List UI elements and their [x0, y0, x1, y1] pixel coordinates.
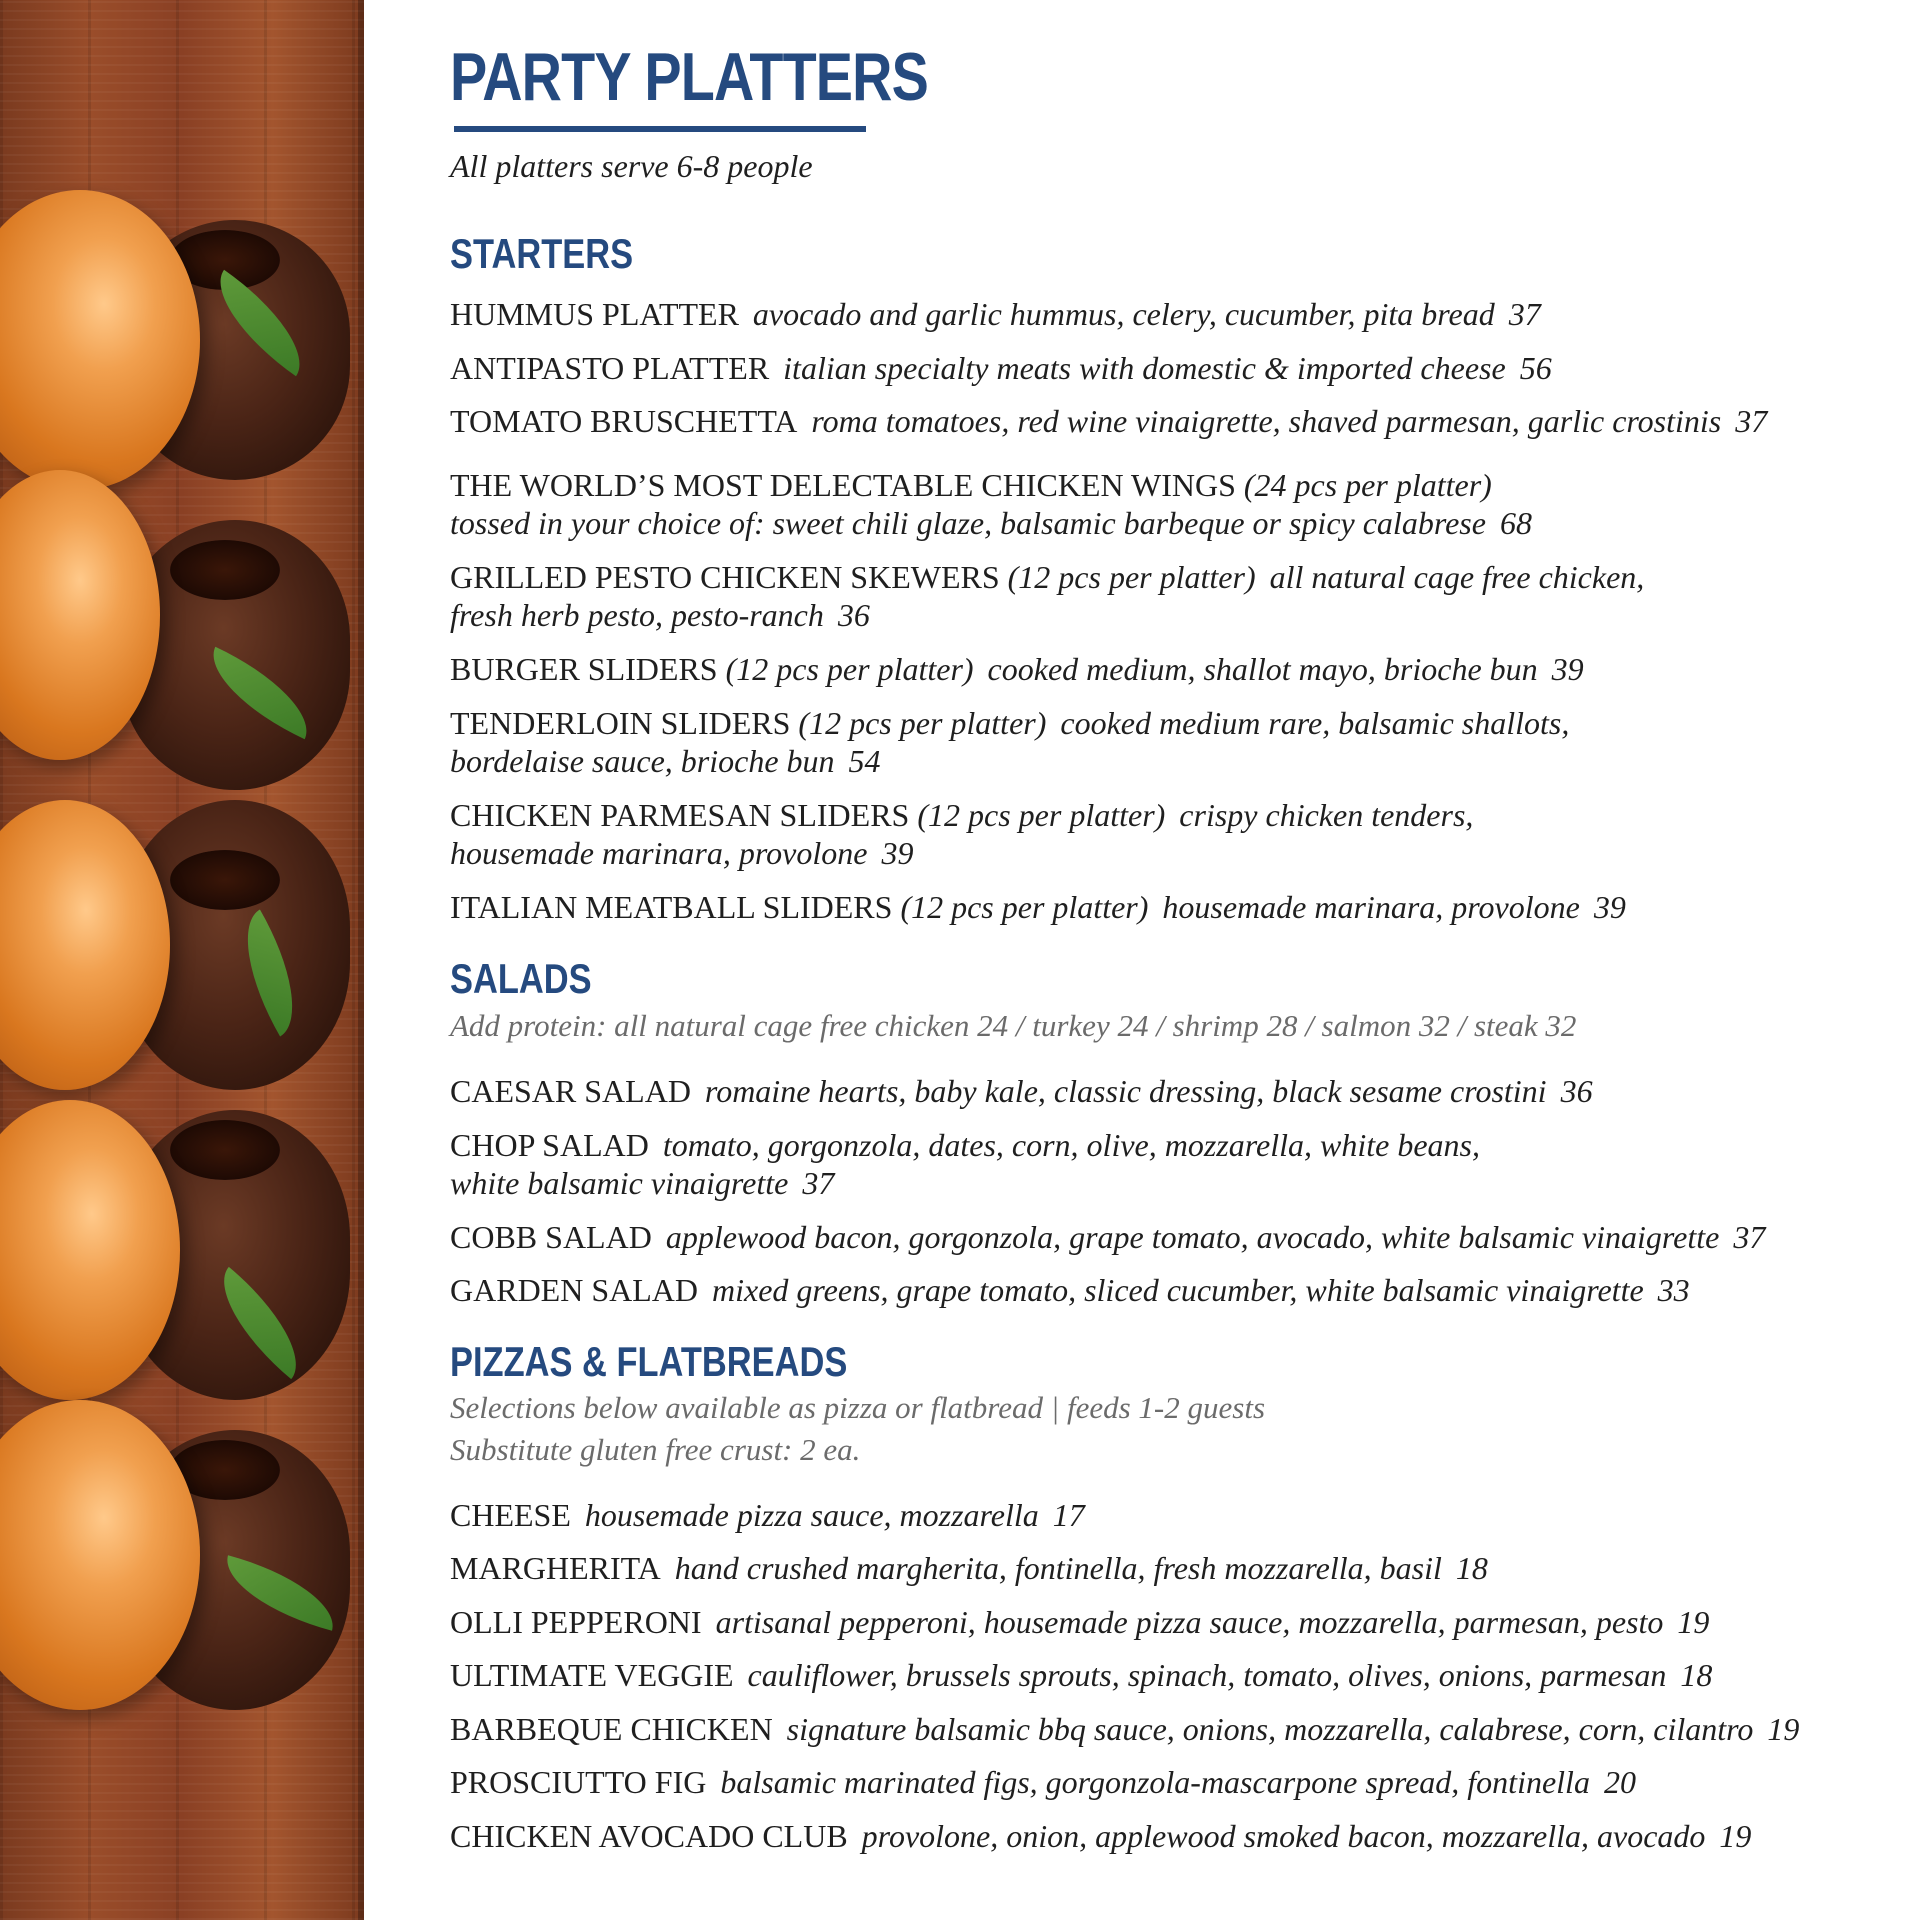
section-heading-pizzas: PIZZAS & FLATBREADS	[450, 1338, 848, 1385]
menu-item: COBB SALAD applewood bacon, gorgonzola, grape tomato, avocado, white balsamic vinaigrette 37	[450, 1219, 1766, 1255]
menu-item: THE WORLD’S MOST DELECTABLE CHICKEN WINGS (24 pcs per platter) tossed in your choice of: sweet chili glaze, balsamic barbeque or spicy calabrese 68	[450, 467, 1532, 541]
menu-item: CHICKEN AVOCADO CLUB provolone, onion, applewood smoked bacon, mozzarella, avocado 19	[450, 1818, 1752, 1854]
menu-item: TENDERLOIN SLIDERS (12 pcs per platter) cooked medium rare, balsamic shallots, bordelaise sauce, brioche bun 54	[450, 705, 1570, 779]
section-heading-starters: STARTERS	[450, 230, 634, 277]
menu-item: GRILLED PESTO CHICKEN SKEWERS (12 pcs per platter) all natural cage free chicken, fresh herb pesto, pesto-ranch 36	[450, 559, 1645, 633]
gluten-free-note: Substitute gluten free crust: 2 ea.	[450, 1432, 861, 1467]
menu-item: HUMMUS PLATTER avocado and garlic hummus, celery, cucumber, pita bread 37	[450, 296, 1541, 332]
menu-item: BURGER SLIDERS (12 pcs per platter) cooked medium, shallot mayo, brioche bun 39	[450, 651, 1584, 687]
menu-item: CAESAR SALAD romaine hearts, baby kale, classic dressing, black sesame crostini 36	[450, 1073, 1593, 1109]
menu-item: ITALIAN MEATBALL SLIDERS (12 pcs per platter) housemade marinara, provolone 39	[450, 889, 1626, 925]
menu-item: CHICKEN PARMESAN SLIDERS (12 pcs per platter) crispy chicken tenders, housemade marinara, provolone 39	[450, 797, 1474, 871]
menu-item: GARDEN SALAD mixed greens, grape tomato, sliced cucumber, white balsamic vinaigrette 33	[450, 1272, 1690, 1308]
page-title: PARTY PLATTERS	[450, 39, 929, 115]
title-underline	[454, 126, 866, 132]
page-subtitle: All platters serve 6-8 people	[450, 148, 813, 184]
menu-item: PROSCIUTTO FIG balsamic marinated figs, gorgonzola-mascarpone spread, fontinella 20	[450, 1764, 1636, 1800]
menu-item: MARGHERITA hand crushed margherita, fontinella, fresh mozzarella, basil 18	[450, 1550, 1488, 1586]
section-heading-salads: SALADS	[450, 955, 592, 1002]
menu-item: CHEESE housemade pizza sauce, mozzarella 17	[450, 1497, 1085, 1533]
menu-item: CHOP SALAD tomato, gorgonzola, dates, corn, olive, mozzarella, white beans, white balsamic vinaigrette 37	[450, 1127, 1480, 1201]
menu-item: TOMATO BRUSCHETTA roma tomatoes, red wine vinaigrette, shaved parmesan, garlic crostinis 37	[450, 403, 1768, 439]
menu-item: ULTIMATE VEGGIE cauliflower, brussels sprouts, spinach, tomato, olives, onions, parmesan 18	[450, 1657, 1713, 1693]
slider-photo	[0, 0, 364, 1920]
menu-item: OLLI PEPPERONI artisanal pepperoni, housemade pizza sauce, mozzarella, parmesan, pesto 19	[450, 1604, 1710, 1640]
pizzas-note: Selections below available as pizza or flatbread | feeds 1-2 guests	[450, 1390, 1266, 1425]
menu-item: BARBEQUE CHICKEN signature balsamic bbq sauce, onions, mozzarella, calabrese, corn, cilantro 19	[450, 1711, 1800, 1747]
menu-item: ANTIPASTO PLATTER italian specialty meats with domestic & imported cheese 56	[450, 350, 1552, 386]
salads-protein-note: Add protein: all natural cage free chicken 24 / turkey 24 / shrimp 28 / salmon 32 / steak 32	[450, 1008, 1577, 1043]
